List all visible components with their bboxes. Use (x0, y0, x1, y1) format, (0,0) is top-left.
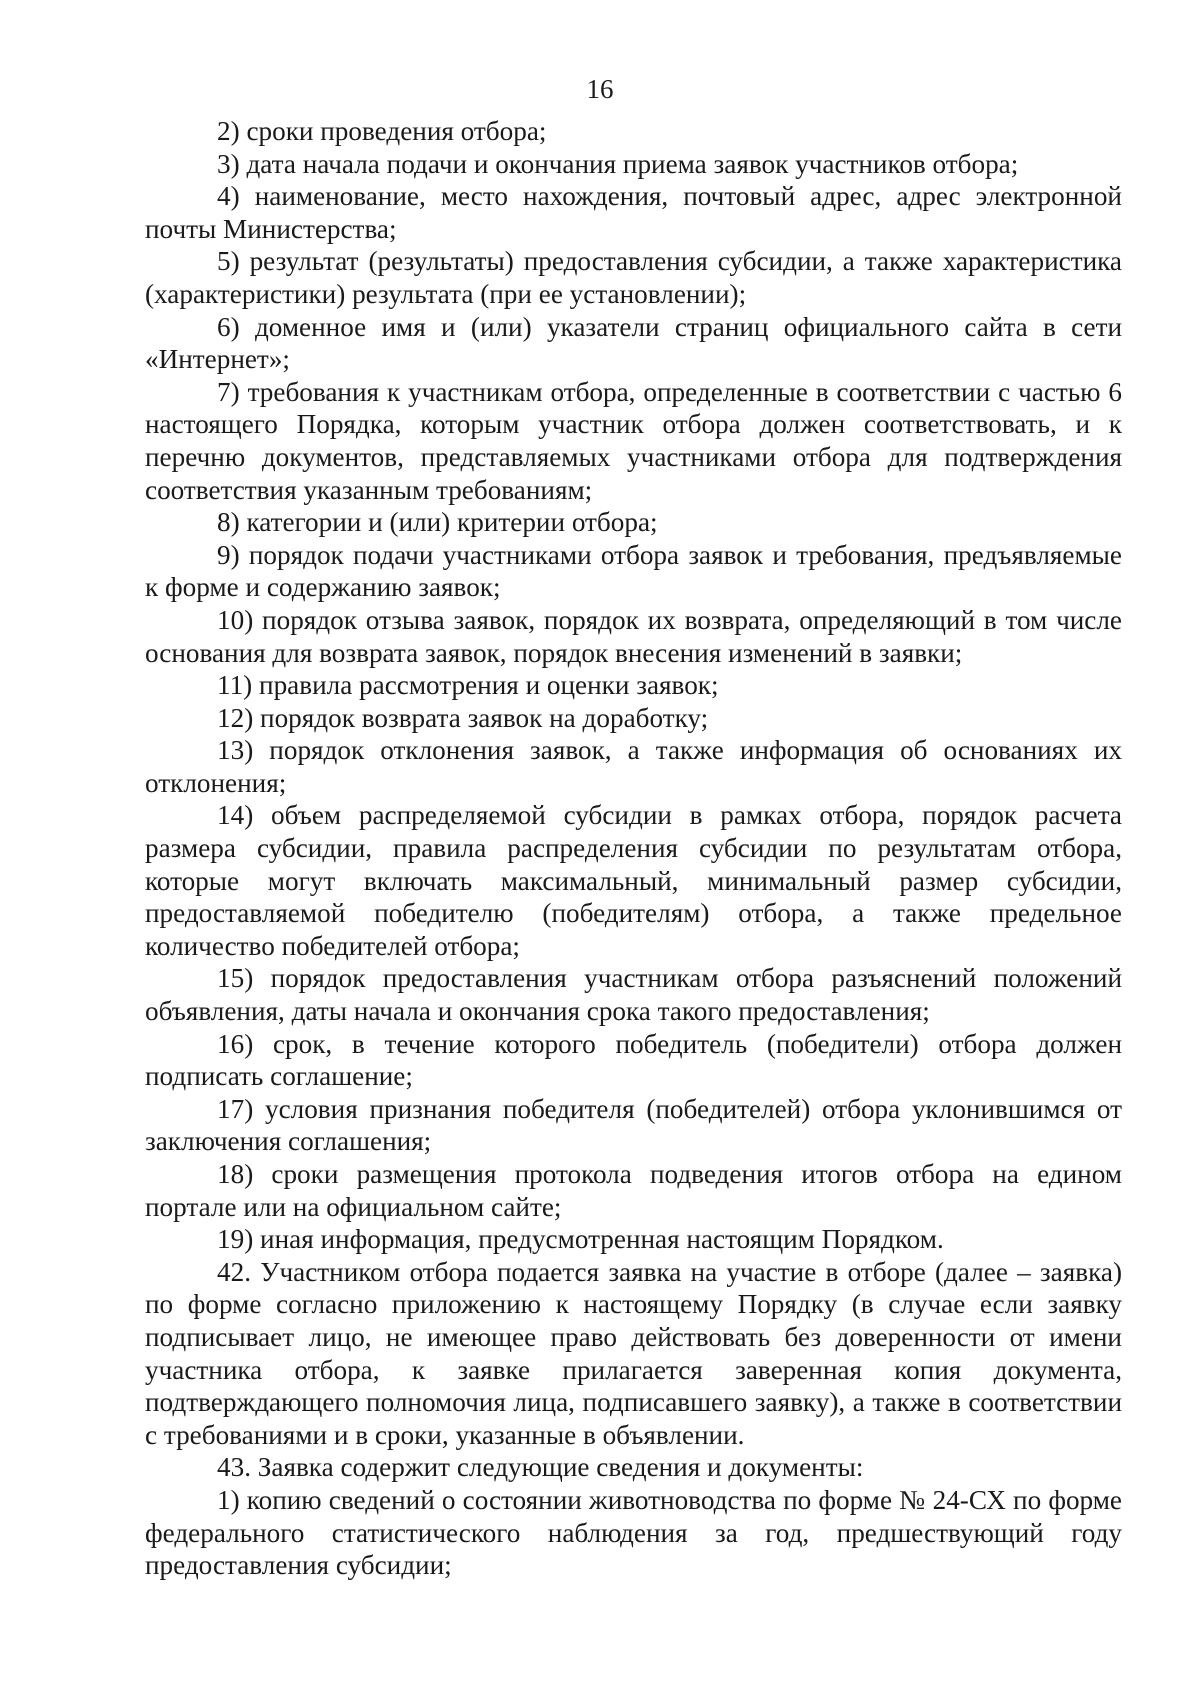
list-item-deadlines: 2) сроки проведения отбора; (217, 116, 547, 146)
list-item-submission-procedure: 9) порядок подачи участниками отбора заявок и требования, предъявляемые к форме и содержанию заявок; (145, 539, 1122, 603)
list-item-ministry-contacts: 4) наименование, место нахождения, почтовый адрес, адрес электронной почты Министерства; (145, 181, 1122, 244)
list-item-livestock-report: 1) копию сведений о состоянии животноводства по форме № 24-СХ по форме федерального статистического наблюдения за год, предшествующий году предоставления субсидии; (145, 1484, 1122, 1581)
document-body (145, 115, 1122, 1582)
page-number: 16 (586, 74, 614, 104)
list-item-return-for-revision: 12) порядок возврата заявок на доработку; (217, 702, 709, 733)
list-item-participant-requirements: 7) требования к участникам отбора, определенные в соответствии с частью 6 настоящего Порядка, которым участник отбора должен соответствовать, и к перечню документов, представляемых участниками отбора для подтверждения соответствия указанным требованиям; (145, 376, 1122, 505)
list-item-application-dates: 3) дата начала подачи и окончания приема заявок участников отбора; (217, 148, 1019, 179)
list-item-subsidy-volume: 14) объем распределяемой субсидии в рамках отбора, порядок расчета размера субсидии, правила распределения субсидии по результатам отбора, которые могут включать максимальный, минимальный размер субсидии, предоставляемой победителю (победителям) отбора, а также предельное количество победителей отбора; (145, 800, 1122, 961)
list-item-categories-criteria: 8) категории и (или) критерии отбора; (217, 507, 658, 538)
list-item-subsidy-results: 5) результат (результаты) предоставления субсидии, а также характеристика (характеристики) результата (при ее установлении); (145, 246, 1122, 309)
clause-42-application: 42. Участником отбора подается заявка на участие в отборе (далее – заявка) по форме согласно приложению к настоящему Порядку (в случае если заявку подписывает лицо, не имеющее право действовать без доверенности от имени участника отбора, к заявке прилагается заверенная копия документа, подтверждающего полномочия лица, подписавшего заявку), а также в соответствии с требованиями и в сроки, указанные в объявлении. (145, 1256, 1122, 1450)
clause-43-contents: 43. Заявка содержит следующие сведения и документы: (217, 1452, 864, 1483)
list-item-evasion-conditions: 17) условия признания победителя (победителей) отбора уклонившимся от заключения соглашения; (145, 1093, 1122, 1157)
list-item-other-information: 19) иная информация, предусмотренная настоящим Порядком. (217, 1224, 944, 1255)
list-item-withdrawal-procedure: 10) порядок отзыва заявок, порядок их возврата, определяющий в том числе основания для возврата заявок, порядок внесения изменений в заявки; (145, 604, 1122, 668)
list-item-clarifications: 15) порядок предоставления участникам отбора разъяснений положений объявления, даты начала и окончания срока такого предоставления; (145, 963, 1122, 1027)
list-item-review-rules: 11) правила рассмотрения и оценки заявок; (217, 670, 719, 701)
list-item-protocol-publication: 18) сроки размещения протокола подведения итогов отбора на едином портале или на официальном сайте; (145, 1159, 1122, 1222)
list-item-signing-deadline: 16) срок, в течение которого победитель (победители) отбора должен подписать соглашение; (145, 1028, 1122, 1092)
list-item-domain-name: 6) доменное имя и (или) указатели страниц официального сайта в сети «Интернет»; (145, 311, 1122, 375)
list-item-rejection-procedure: 13) порядок отклонения заявок, а также информация об основаниях их отклонения; (145, 735, 1122, 798)
